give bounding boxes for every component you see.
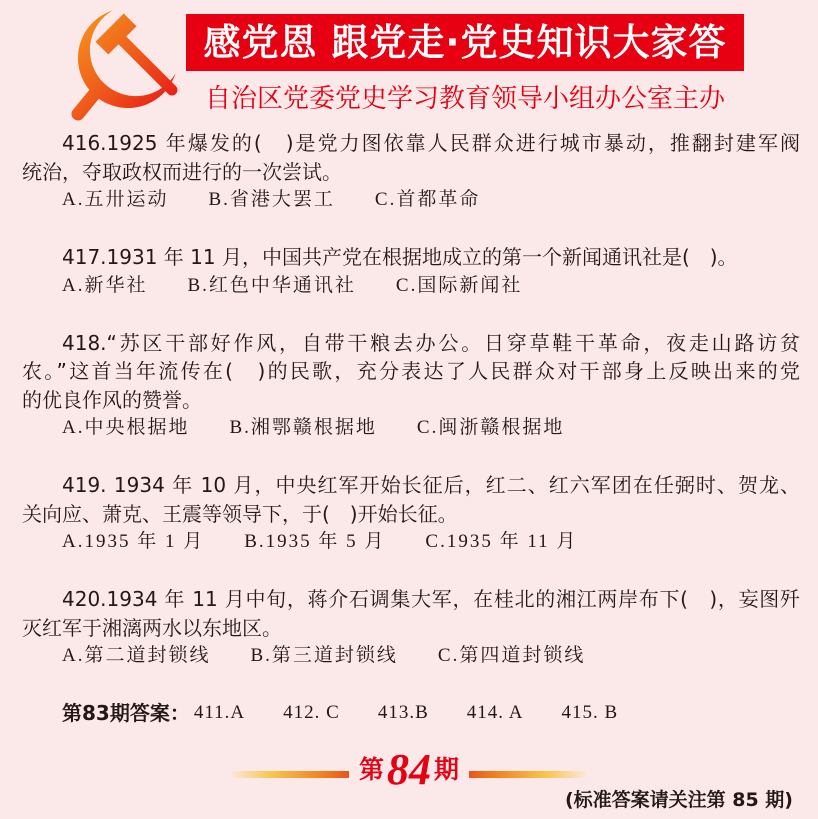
option-c: C.第四道封锁线 bbox=[437, 645, 586, 666]
question-item bbox=[22, 243, 800, 300]
previous-answers bbox=[22, 699, 800, 728]
issue-number: 84 bbox=[387, 745, 431, 794]
option-row bbox=[22, 272, 800, 301]
option-c: C.国际新闻社 bbox=[395, 274, 523, 296]
question-text-line: 420.1934 年 11 月中旬，蒋介石调集大军，在桂北的湘江两岸布下( )，妄图歼 bbox=[62, 587, 800, 611]
question-text-line: 417.1931 年 11 月，中国共产党在根据地成立的第一个新闻通讯社是( )。 bbox=[62, 245, 738, 269]
answer-item: 412. C bbox=[283, 702, 340, 723]
question-item bbox=[22, 329, 800, 443]
answer-item: 414. A bbox=[466, 702, 524, 723]
issue-suffix: 期 bbox=[434, 755, 460, 784]
option-row bbox=[22, 186, 800, 215]
option-b: B.1935 年 5 月 bbox=[244, 531, 386, 552]
option-a: A.1935 年 1 月 bbox=[62, 531, 205, 552]
banner-title: 感党恩 跟党走·党史知识大家答 bbox=[203, 21, 727, 64]
option-row bbox=[22, 414, 800, 443]
sponsor-line: 自治区党委党史学习教育领导小组办公室主办 bbox=[204, 84, 725, 114]
decorative-bar-left bbox=[232, 771, 349, 778]
question-item bbox=[22, 585, 800, 671]
answers-label: 第83期答案： bbox=[62, 701, 190, 725]
answer-item: 415. B bbox=[561, 702, 619, 723]
question-list bbox=[22, 129, 800, 728]
hammer-handle bbox=[122, 40, 172, 90]
option-b: B.红色中华通讯社 bbox=[187, 274, 356, 296]
question-item bbox=[22, 129, 800, 215]
option-row bbox=[22, 642, 800, 671]
title-banner bbox=[186, 14, 744, 71]
answer-item: 413.B bbox=[377, 702, 429, 723]
option-b: B.湘鄂赣根据地 bbox=[229, 417, 377, 438]
issue-marker bbox=[0, 745, 818, 794]
answer-item: 411.A bbox=[193, 702, 246, 723]
option-c: C.首都革命 bbox=[374, 189, 481, 210]
option-b: B.省港大罢工 bbox=[208, 189, 335, 210]
question-text-line: 灭红军于湘漓两水以东地区。 bbox=[22, 615, 282, 640]
decorative-bar-right bbox=[469, 771, 586, 778]
hammer-and-sickle-icon bbox=[64, 0, 192, 124]
question-text-line: 统治，夺取政权而进行的一次尝试。 bbox=[22, 159, 342, 184]
option-b: B.第三道封锁线 bbox=[250, 645, 398, 666]
question-text-line: 418.“苏区干部好作风，自带干粮去办公。日穿草鞋干革命，夜走山路访贫 bbox=[62, 330, 800, 355]
answer-notice: (标准答案请关注第 85 期) bbox=[564, 789, 793, 811]
question-text-line: 419. 1934 年 10 月，中央红军开始长征后，红二、红六军团在任弼时、贺龙、 bbox=[62, 473, 800, 497]
option-a: A.中央根据地 bbox=[62, 417, 190, 438]
option-a: A.新华社 bbox=[62, 274, 148, 296]
question-text-line: 关向应、萧克、王震等领导下，于( )开始长征。 bbox=[22, 501, 458, 526]
logo bbox=[64, 0, 192, 124]
option-a: A.五卅运动 bbox=[62, 189, 169, 210]
option-a: A.第二道封锁线 bbox=[62, 645, 211, 666]
option-row bbox=[22, 528, 800, 557]
issue-prefix: 第 bbox=[358, 755, 384, 784]
question-text-line: 农。”这首当年流传在( )的民歌，充分表达了人民群众对干部身上反映出来的党 bbox=[22, 359, 800, 383]
question-text-line: 的优良作风的赞誉。 bbox=[22, 387, 202, 412]
question-text-line: 416.1925 年爆发的( )是党力图依靠人民群众进行城市暴动，推翻封建军阀 bbox=[62, 131, 800, 155]
option-c: C.1935 年 11 月 bbox=[425, 531, 578, 552]
option-c: C.闽浙赣根据地 bbox=[416, 417, 565, 438]
sickle-handle bbox=[78, 92, 96, 114]
question-item bbox=[22, 471, 800, 557]
